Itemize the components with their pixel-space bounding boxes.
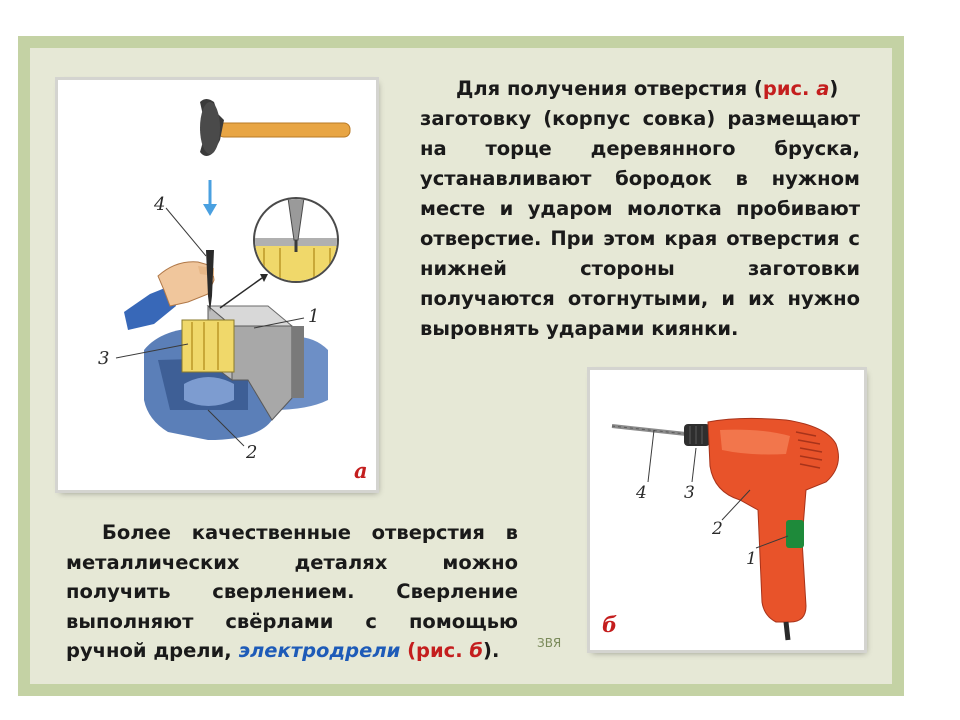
- leader-line-4: [166, 208, 206, 256]
- paragraph-top-first-line: [420, 74, 860, 104]
- figure-a-letter: а: [354, 458, 368, 483]
- power-cord-icon: [786, 622, 788, 640]
- drill-body-icon: [708, 418, 838, 622]
- label-3: 3: [98, 348, 110, 369]
- electric-drill-term: электродрели: [238, 639, 401, 662]
- label-2: 2: [712, 519, 723, 539]
- label-3: 3: [684, 483, 695, 503]
- figure-ref-a-letter: а: [816, 77, 830, 100]
- figure-b-letter: б: [602, 612, 618, 637]
- magnifier-icon: [248, 198, 348, 286]
- chuck-icon: [684, 424, 710, 446]
- paragraph-bottom: [66, 518, 518, 666]
- leader-line-3: [692, 448, 696, 482]
- figure-a-illustration: [58, 80, 376, 490]
- figure-b-frame: [590, 370, 864, 650]
- figure-a-frame: [58, 80, 376, 490]
- pointer-line: [220, 278, 262, 308]
- trigger-icon: [786, 520, 804, 548]
- paren-close: ).: [483, 639, 500, 662]
- label-2: 2: [246, 442, 258, 463]
- figure-b-illustration: [590, 370, 864, 650]
- drill-bit-icon: [612, 426, 686, 434]
- figure-ref-a: рис.: [762, 77, 810, 100]
- paragraph-top-body: заготовку (корпус совка) размещают на торце деревянного бруска, устанавливают бородок в нужном месте и ударом молотка пробивают отверстие. При этом края отверстия с нижней стороны заготовки получаются отогнутыми, и их нужно выровнять ударами киянки.: [420, 107, 860, 340]
- label-4: 4: [154, 194, 166, 215]
- label-4: 4: [636, 483, 647, 503]
- paragraph-top-intro: Для получения отверстия (: [456, 77, 763, 100]
- paragraph-bottom-text: [66, 518, 518, 666]
- paren-open: (: [407, 639, 417, 662]
- hammer-icon: [200, 99, 350, 156]
- paragraph-top-close: ): [829, 77, 839, 100]
- watermark: ЗВЯ: [537, 636, 562, 650]
- arrow-down-icon: [203, 180, 217, 216]
- figure-ref-b: рис.: [416, 639, 463, 662]
- figure-ref-b-letter: б: [469, 639, 484, 662]
- label-1: 1: [308, 306, 320, 327]
- leader-line-4: [648, 430, 654, 482]
- paragraph-bottom-body: Более качественные отверстия в металлических деталях можно получить сверлением. Сверление выполняют свёрлами с помощью ручной дрели,: [66, 521, 518, 662]
- label-1: 1: [746, 549, 757, 569]
- wooden-block-icon: [182, 320, 234, 372]
- paragraph-top: [420, 74, 860, 344]
